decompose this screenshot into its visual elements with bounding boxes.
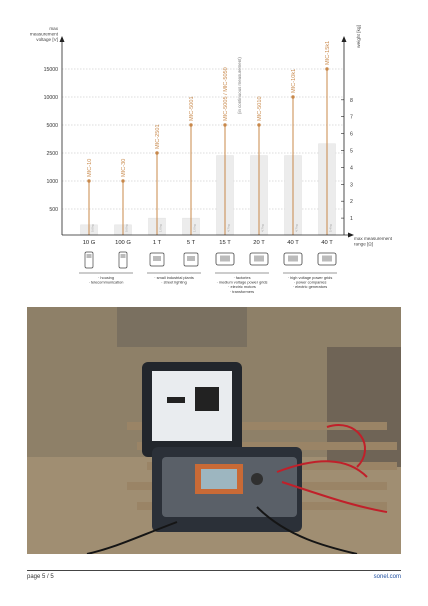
voltage-point: [189, 123, 192, 126]
device-thumbnail: [216, 253, 234, 265]
weight-label: 0.6 kg: [90, 224, 95, 232]
weight-label: 1.0 kg: [158, 224, 163, 232]
voltage-point: [121, 179, 124, 182]
y2-axis-arrow: [342, 36, 347, 42]
voltage-point: [87, 179, 90, 182]
x-tick-label: 10 G: [82, 240, 96, 246]
voltage-point: [155, 151, 158, 154]
y-tick-label: 1000: [46, 179, 58, 185]
weight-label: 5.4 kg: [328, 224, 333, 232]
application-text: · power companies: [293, 279, 327, 285]
weight-label: 4.7 kg: [260, 224, 265, 232]
device-thumbnail: [85, 252, 93, 268]
x-tick-label: 100 G: [115, 240, 131, 246]
application-text: · high voltage power grids: [287, 275, 333, 280]
model-label: MIC-30: [121, 158, 127, 177]
model-label: MIC-5010: [257, 96, 263, 121]
device-thumbnail: [150, 253, 164, 266]
y2-tick-label: 5: [350, 148, 353, 155]
device-thumbnail: [119, 252, 127, 268]
voltage-point: [257, 123, 260, 126]
application-text: · electric generators: [292, 284, 328, 290]
x-tick-label: 1 T: [152, 240, 162, 246]
page-number: page 5 / 5: [27, 574, 54, 580]
weight-label: 4.7 kg: [226, 224, 231, 232]
product-photo: [27, 307, 401, 554]
product-photo-illustration: [27, 307, 401, 554]
chart: [0, 0, 428, 300]
application-text: · street lighting: [161, 279, 187, 285]
weight-label: 4.7 kg: [294, 224, 299, 232]
device-thumbnail: [184, 253, 198, 266]
application-text: · telecommunication: [88, 279, 124, 285]
y-tick-label: 2500: [46, 151, 58, 157]
voltage-point: [223, 123, 226, 126]
y2-tick-label: 6: [350, 131, 353, 138]
y-tick-label: 5000: [46, 123, 58, 129]
y-tick-label: 10000: [43, 95, 58, 101]
x-tick-label: 5 T: [186, 240, 196, 246]
y2-tick-label: 2: [350, 199, 353, 206]
y-tick-label: 500: [49, 207, 58, 213]
footer-divider: [27, 570, 401, 571]
y2-axis-label: weight [kg]: [357, 25, 362, 48]
y-tick-label: 15000: [43, 67, 58, 73]
y-axis-arrow: [60, 36, 65, 42]
application-text: · small industrial plants: [154, 275, 194, 280]
model-label: MIC-10: [87, 158, 93, 177]
x-tick-label: 40 T: [321, 240, 333, 246]
y2-tick-label: 3: [350, 182, 353, 189]
x-axis-label: max measurement range [Ω]: [354, 236, 393, 247]
application-text: · factories: [233, 275, 251, 280]
voltage-point: [325, 67, 328, 70]
y2-tick-label: 1: [350, 216, 353, 223]
y-axis-label: max measurement voltage [V]: [29, 26, 58, 42]
weight-label: 0.6 kg: [124, 224, 129, 232]
application-text: · medium voltage power grids: [216, 279, 268, 285]
application-text: · housing: [97, 275, 115, 280]
voltage-point: [291, 95, 294, 98]
y2-tick-label: 7: [350, 114, 353, 121]
device-thumbnail: [318, 253, 336, 265]
model-label: MIC-15k1: [325, 40, 331, 65]
model-label: MIC-5001: [189, 96, 195, 121]
annotation: (in continuous measurement): [237, 57, 242, 114]
model-label: MIC-10k1: [291, 68, 297, 93]
x-tick-label: 20 T: [253, 240, 265, 246]
model-label: MIC-2501: [155, 124, 161, 149]
y2-tick-label: 4: [350, 165, 353, 172]
x-tick-label: 40 T: [287, 240, 299, 246]
weight-label: 1.0 kg: [192, 224, 197, 232]
application-text: · electric motors: [228, 284, 256, 290]
device-thumbnail: [284, 253, 302, 265]
device-thumbnail: [250, 253, 268, 265]
brand-link[interactable]: sonel.com: [373, 574, 401, 580]
model-label: MIC-5005 / MIC-5050: [223, 67, 229, 121]
x-tick-label: 15 T: [219, 240, 231, 246]
application-text: · transformers: [229, 288, 255, 294]
y2-tick-label: 8: [350, 97, 353, 104]
